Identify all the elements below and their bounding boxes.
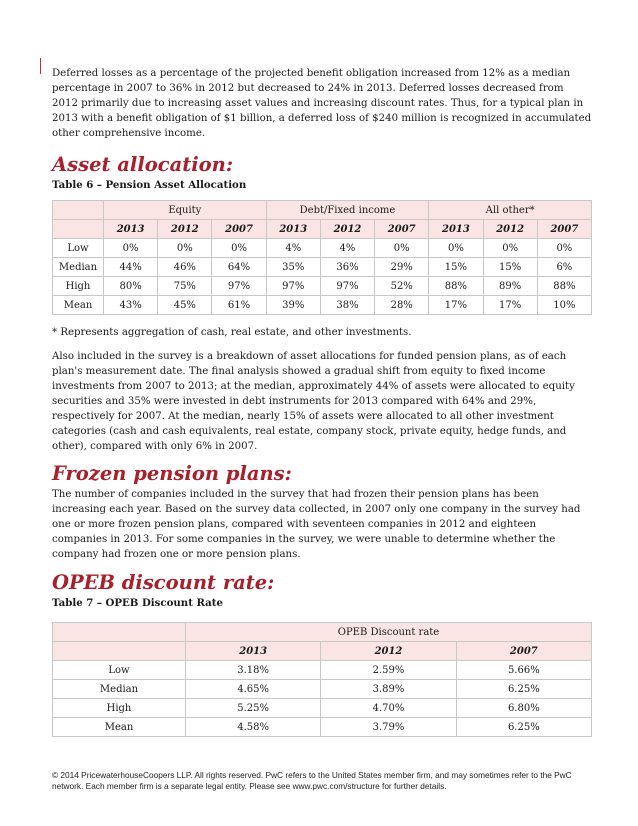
table-cell: 64%	[212, 258, 266, 277]
table-cell: 38%	[320, 296, 374, 315]
opeb-table	[52, 622, 592, 737]
year-header: 2007	[375, 220, 429, 239]
group-header-equity: Equity	[104, 201, 267, 220]
table-cell: 44%	[104, 258, 158, 277]
table-cell: 2.59%	[321, 661, 456, 680]
table-cell: 4%	[320, 239, 374, 258]
opeb-heading: OPEB discount rate:	[52, 571, 275, 594]
year-header: 2007	[537, 220, 591, 239]
table-corner-cell	[53, 220, 104, 239]
table-cell: 39%	[266, 296, 320, 315]
row-label: Low	[53, 661, 186, 680]
frozen-plans-paragraph: The number of companies included in the survey that had frozen their pension plans has been increasing each year. Based on the survey data collected, in 2007 only one company in the survey had one or more frozen pension plans, compared with seventeen companies in 2012 and eighteen companies in 2013. For some companies in the survey, we were unable to determine whether the company had frozen one or more pension plans.	[52, 489, 581, 560]
table-cell: 4%	[266, 239, 320, 258]
table-cell: 29%	[375, 258, 429, 277]
table-cell: 5.66%	[456, 661, 591, 680]
table-corner-cell	[53, 642, 186, 661]
table-cell: 80%	[104, 277, 158, 296]
table-cell: 4.65%	[186, 680, 321, 699]
year-header: 2007	[212, 220, 266, 239]
table-cell: 43%	[104, 296, 158, 315]
corner-mark	[40, 58, 41, 74]
row-label: Median	[53, 680, 186, 699]
table-row	[53, 239, 592, 258]
table-cell: 10%	[537, 296, 591, 315]
table-cell: 0%	[429, 239, 483, 258]
row-label: Median	[53, 258, 104, 277]
frozen-plans-heading: Frozen pension plans:	[52, 462, 292, 485]
table-cell: 3.89%	[321, 680, 456, 699]
year-header: 2012	[158, 220, 212, 239]
table-6-footnote: * Represents aggregation of cash, real estate, and other investments.	[52, 327, 412, 338]
table-row	[53, 277, 592, 296]
table-cell: 46%	[158, 258, 212, 277]
table-year-header-row	[53, 220, 592, 239]
table-cell: 15%	[483, 258, 537, 277]
table-cell: 28%	[375, 296, 429, 315]
table-row	[53, 680, 592, 699]
table-cell: 0%	[212, 239, 266, 258]
table-cell: 89%	[483, 277, 537, 296]
table-cell: 0%	[483, 239, 537, 258]
year-header: 2013	[429, 220, 483, 239]
table-cell: 17%	[483, 296, 537, 315]
page-content	[52, 66, 592, 737]
opeb-group-header-row	[53, 623, 592, 642]
table-cell: 97%	[320, 277, 374, 296]
year-header: 2012	[483, 220, 537, 239]
table-cell: 0%	[104, 239, 158, 258]
copyright-footer: © 2014 PricewaterhouseCoopers LLP. All rights reserved. PwC refers to the United States member firm, and may sometimes refer to the PwC network. Each member firm is a separate legal entity. Please see www.pwc.com/structure for further details.	[52, 770, 572, 791]
table-cell: 0%	[375, 239, 429, 258]
table-cell: 88%	[429, 277, 483, 296]
row-label: High	[53, 699, 186, 718]
row-label: Mean	[53, 718, 186, 737]
table-row	[53, 699, 592, 718]
table-cell: 0%	[537, 239, 591, 258]
table-cell: 0%	[158, 239, 212, 258]
table-cell: 6.25%	[456, 680, 591, 699]
group-header-debt: Debt/Fixed income	[266, 201, 429, 220]
table-corner-cell	[53, 623, 186, 642]
year-header: 2012	[321, 642, 456, 661]
table-cell: 17%	[429, 296, 483, 315]
year-header: 2013	[266, 220, 320, 239]
row-label: High	[53, 277, 104, 296]
table-cell: 36%	[320, 258, 374, 277]
asset-allocation-table	[52, 200, 592, 315]
table-6-caption: Table 6 – Pension Asset Allocation	[52, 179, 247, 191]
table-7-caption: Table 7 – OPEB Discount Rate	[52, 597, 223, 609]
table-cell: 52%	[375, 277, 429, 296]
year-header: 2013	[104, 220, 158, 239]
table-cell: 6%	[537, 258, 591, 277]
table-cell: 5.25%	[186, 699, 321, 718]
table-cell: 3.18%	[186, 661, 321, 680]
table-row	[53, 718, 592, 737]
table-cell: 75%	[158, 277, 212, 296]
table-cell: 6.25%	[456, 718, 591, 737]
table-cell: 4.70%	[321, 699, 456, 718]
group-header-other: All other*	[429, 201, 592, 220]
opeb-year-header-row	[53, 642, 592, 661]
table-group-header-row	[53, 201, 592, 220]
table-cell: 88%	[537, 277, 591, 296]
intro-paragraph: Deferred losses as a percentage of the projected benefit obligation increased from 12% as a median percentage in 2007 to 36% in 2012 but decreased to 24% in 2013. Deferred losses decreased from 2012 primarily due to increasing asset values and increasing discount rates. Thus, for a typical plan in 2013 with a benefit obligation of $1 billion, a deferred loss of $240 million is recognized in accumulated other comprehensive income.	[52, 68, 592, 139]
table-cell: 35%	[266, 258, 320, 277]
table-cell: 97%	[212, 277, 266, 296]
table-row	[53, 661, 592, 680]
group-header-opeb: OPEB Discount rate	[186, 623, 592, 642]
year-header: 2012	[320, 220, 374, 239]
table-cell: 61%	[212, 296, 266, 315]
asset-allocation-heading: Asset allocation:	[52, 153, 234, 176]
year-header: 2007	[456, 642, 591, 661]
table-row	[53, 258, 592, 277]
table-cell: 4.58%	[186, 718, 321, 737]
table-cell: 3.79%	[321, 718, 456, 737]
table-cell: 15%	[429, 258, 483, 277]
table-row	[53, 296, 592, 315]
table-cell: 6.80%	[456, 699, 591, 718]
year-header: 2013	[186, 642, 321, 661]
row-label: Mean	[53, 296, 104, 315]
asset-allocation-paragraph: Also included in the survey is a breakdown of asset allocations for funded pension plans, as of each plan's measurement date. The final analysis showed a gradual shift from equity to fixed income investments from 2007 to 2013; at the median, approximately 44% of assets were allocated to equity securities and 35% were invested in debt instruments for 2013 compared with 64% and 29%, respectively for 2007. At the median, nearly 15% of assets were allocated to all other investment categories (cash and cash equivalents, real estate, company stock, private equity, hedge funds, and other), compared with only 6% in 2007.	[52, 351, 575, 452]
table-corner-cell	[53, 201, 104, 220]
row-label: Low	[53, 239, 104, 258]
table-cell: 97%	[266, 277, 320, 296]
table-cell: 45%	[158, 296, 212, 315]
